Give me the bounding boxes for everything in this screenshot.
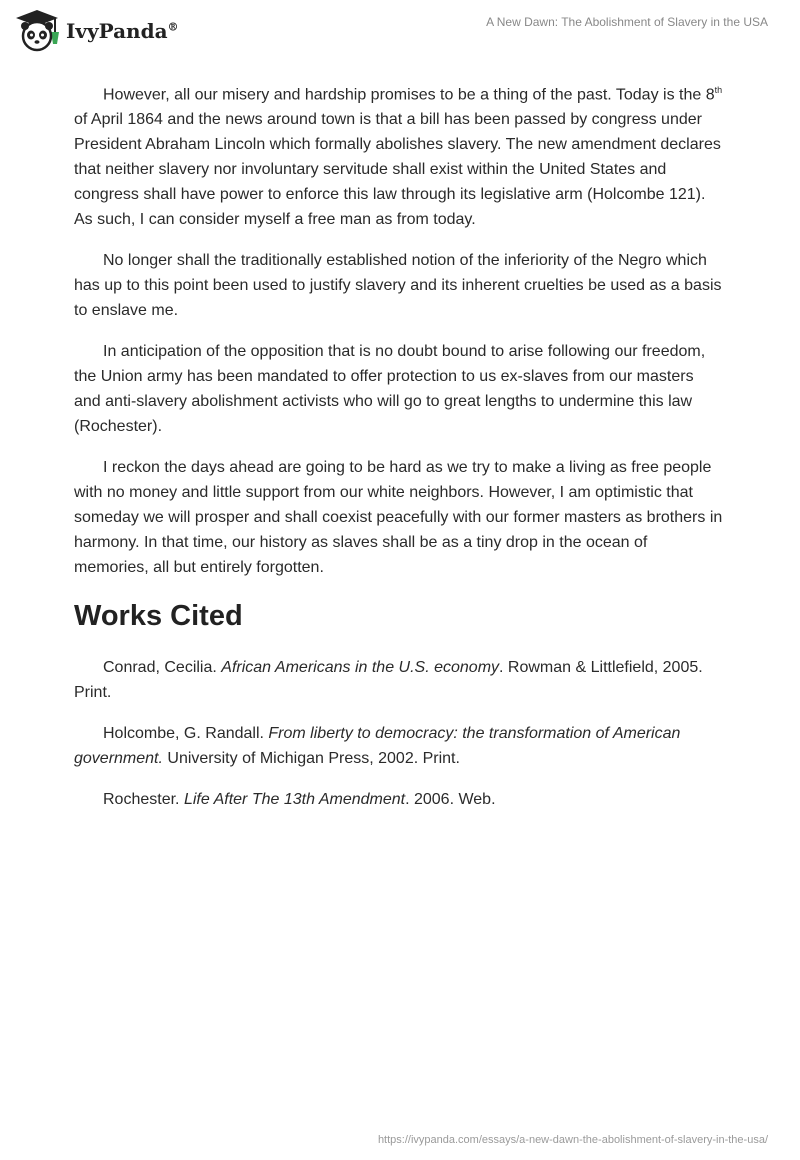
running-title: A New Dawn: The Abolishment of Slavery in the USA [486,15,768,29]
body-paragraph: I reckon the days ahead are going to be hard as we try to make a living as free people with no money and little support from our white neighbors. However, I am optimistic that someday we will prosper and shall coexist peacefully with our former masters as brothers in harmony. In that time, our history as slaves shall be as a tiny drop in the ocean of memories, all but entirely forgotten. [74,459,723,577]
page-header [0,0,800,60]
essay-content [74,78,724,828]
body-paragraph: However, all our misery and hardship promises to be a thing of the past. Today is the 8th of April 1864 and the news around town is that a bill has been passed by congress under President Abraham Lincoln which formally abolishes slavery. The new amendment declares that neither slavery nor involuntary servitude shall exist within the United States and congress shall have power to enforce this law through its legislative arm (Holcombe 121). As such, I can consider myself a free man as from today. [74,85,723,229]
body-paragraph: In anticipation of the opposition that is no doubt bound to arise following our freedom, the Union army has been mandated to offer protection to us ex-slaves from our masters and anti-slavery abolishment activists who will go to great lengths to undermine this law (Rochester). [74,343,706,436]
citation-entry: Conrad, Cecilia. African Americans in the U.S. economy. Rowman & Littlefield, 2005. Print. [74,659,703,702]
citation-entry: Holcombe, G. Randall. From liberty to democracy: the transformation of American government. University of Michigan Press, 2002. Print. [74,725,681,768]
source-url-link[interactable]: https://ivypanda.com/essays/a-new-dawn-the-abolishment-of-slavery-in-the-usa/ [377,1134,768,1146]
body-paragraph: No longer shall the traditionally established notion of the inferiority of the Negro which has up to this point been used to justify slavery and its inherent cruelties be used as a basis to enslave me. [74,252,722,320]
citation-entry: Rochester. Life After The 13th Amendment. 2006. Web. [103,791,496,809]
panda-graduate-icon [14,8,60,54]
works-cited-heading: Works Cited [74,600,243,633]
brand-logo[interactable] [14,8,179,54]
brand-name: IvyPanda® [66,19,179,43]
